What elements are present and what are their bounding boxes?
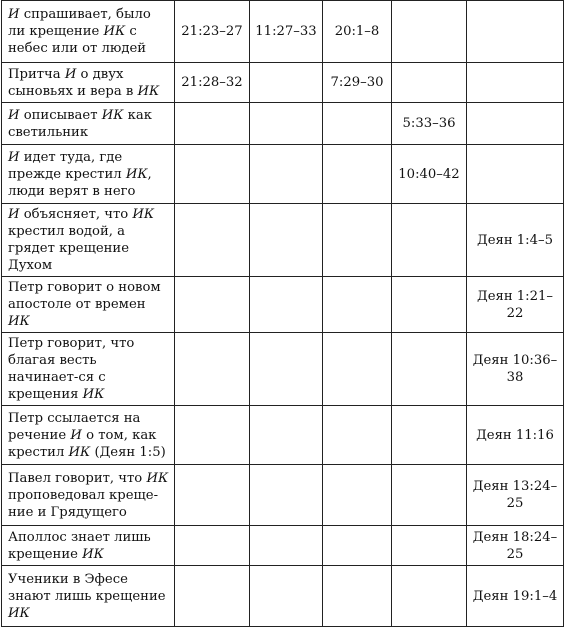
reference-cell: [250, 204, 323, 277]
description-text: с небес или от людей: [8, 24, 147, 56]
reference-cell: Деян 10:36–38: [467, 333, 564, 406]
description-text: идет туда, где прежде крестил: [8, 149, 126, 182]
description-text: Петр ссылается на речение: [8, 410, 141, 443]
event-description-cell: [2, 277, 175, 333]
description-text: крестил водой, а грядет крещение Духом: [8, 224, 130, 273]
table-row: [2, 526, 564, 566]
table-body: [2, 1, 564, 627]
reference-cell: [392, 204, 467, 277]
reference-cell: [323, 465, 392, 526]
reference-cell: [175, 333, 250, 406]
reference-cell: [175, 103, 250, 145]
reference-cell: [175, 406, 250, 465]
reference-cell: [392, 406, 467, 465]
table-row: [2, 277, 564, 333]
reference-cell: [323, 333, 392, 406]
italic-abbrev: И: [8, 149, 20, 165]
italic-abbrev: ИК: [103, 24, 126, 39]
reference-cell: [175, 465, 250, 526]
reference-cell: [323, 406, 392, 465]
italic-abbrev: И: [8, 107, 20, 123]
italic-abbrev: И: [8, 7, 20, 22]
table-row: [2, 406, 564, 465]
reference-cell: 11:27–33: [250, 1, 323, 63]
reference-cell: 5:33–36: [392, 103, 467, 145]
italic-abbrev: ИК: [101, 107, 124, 123]
reference-cell: 7:29–30: [323, 63, 392, 103]
reference-cell: [392, 526, 467, 566]
event-description-cell: [2, 333, 175, 406]
reference-cell: [323, 204, 392, 277]
reference-cell: Деян 19:1–4: [467, 566, 564, 627]
italic-abbrev: ИК: [132, 207, 155, 222]
table-row: [2, 103, 564, 145]
italic-abbrev: ИК: [137, 83, 160, 99]
reference-cell: [250, 526, 323, 566]
description-text: Петр говорит о новом апостоле от времен: [8, 280, 161, 312]
reference-cell: Деян 13:24–25: [467, 465, 564, 526]
reference-cell: [250, 103, 323, 145]
reference-cell: [250, 63, 323, 103]
reference-cell: [175, 277, 250, 333]
reference-cell: [250, 333, 323, 406]
reference-cell: 21:23–27: [175, 1, 250, 63]
reference-cell: [467, 145, 564, 204]
reference-cell: [392, 1, 467, 63]
reference-cell: Деян 1:4–5: [467, 204, 564, 277]
reference-cell: [392, 465, 467, 526]
event-description-cell: [2, 204, 175, 277]
table-row: [2, 204, 564, 277]
event-description-cell: [2, 103, 175, 145]
reference-cell: [250, 277, 323, 333]
reference-cell: [175, 566, 250, 627]
italic-abbrev: ИК: [125, 166, 148, 182]
reference-cell: Деян 1:21–22: [467, 277, 564, 333]
reference-cell: [250, 145, 323, 204]
description-text: (Деян 1:5): [90, 444, 166, 460]
italic-abbrev: ИК: [82, 387, 105, 402]
table-row: [2, 145, 564, 204]
table-row: [2, 1, 564, 63]
reference-cell: 20:1–8: [323, 1, 392, 63]
reference-cell: [467, 1, 564, 63]
event-description-cell: [2, 566, 175, 627]
event-description-cell: [2, 63, 175, 103]
reference-cell: [250, 406, 323, 465]
reference-cell: [175, 526, 250, 566]
reference-cell: [250, 566, 323, 627]
reference-cell: Деян 11:16: [467, 406, 564, 465]
reference-cell: [323, 103, 392, 145]
italic-abbrev: ИК: [8, 314, 30, 329]
gospel-parallels-table: [1, 0, 564, 627]
reference-cell: 21:28–32: [175, 63, 250, 103]
description-text: , люди верят в него: [8, 166, 152, 199]
description-text: проповедовал креще-ние и Грядущего: [8, 487, 159, 520]
description-text: о том, как крестил: [8, 427, 157, 460]
reference-cell: [175, 145, 250, 204]
description-text: спрашивает, было ли крещение: [8, 7, 151, 39]
event-description-cell: [2, 465, 175, 526]
reference-cell: [392, 63, 467, 103]
reference-cell: [323, 526, 392, 566]
table-row: [2, 465, 564, 526]
italic-abbrev: И: [8, 207, 20, 222]
italic-abbrev: ИК: [8, 605, 30, 621]
event-description-cell: [2, 526, 175, 566]
italic-abbrev: ИК: [82, 546, 104, 562]
description-text: объясняет, что: [19, 207, 133, 222]
description-text: описывает: [19, 107, 102, 123]
reference-cell: [467, 63, 564, 103]
event-description-cell: [2, 1, 175, 63]
reference-cell: [467, 103, 564, 145]
description-text: Аполлос знает лишь крещение: [8, 529, 151, 562]
italic-abbrev: ИК: [68, 444, 91, 460]
table-row: [2, 63, 564, 103]
reference-cell: [175, 204, 250, 277]
table-row: [2, 566, 564, 627]
description-text: Притча: [8, 66, 65, 82]
event-description-cell: [2, 406, 175, 465]
table-row: [2, 333, 564, 406]
description-text: как светильник: [8, 107, 152, 140]
reference-cell: [392, 333, 467, 406]
description-text: Ученики в Эфесе знают лишь крещение: [8, 571, 166, 604]
reference-cell: [392, 566, 467, 627]
reference-cell: Деян 18:24–25: [467, 526, 564, 566]
italic-abbrev: ИК: [146, 470, 169, 486]
reference-cell: 10:40–42: [392, 145, 467, 204]
reference-cell: [323, 566, 392, 627]
description-text: Павел говорит, что: [8, 470, 147, 486]
description-text: Петр говорит, что благая весть начинает-ся с крещения: [8, 336, 135, 402]
description-text: о двух сыновьях и вера в: [8, 66, 138, 99]
reference-cell: [323, 277, 392, 333]
reference-cell: [392, 277, 467, 333]
reference-cell: [323, 145, 392, 204]
italic-abbrev: И: [64, 66, 77, 82]
event-description-cell: [2, 145, 175, 204]
reference-cell: [250, 465, 323, 526]
italic-abbrev: И: [70, 427, 82, 443]
